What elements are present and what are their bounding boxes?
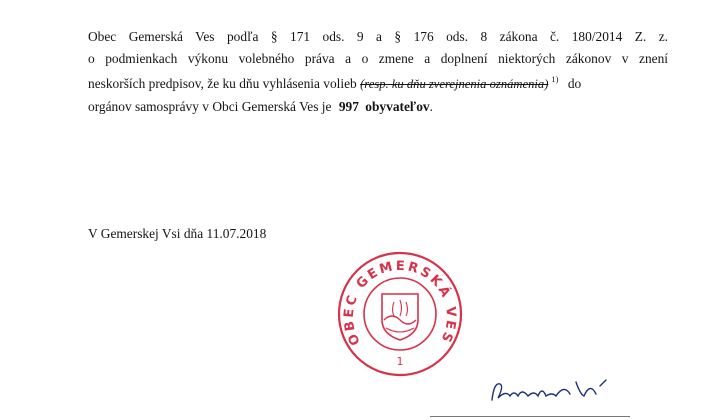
footnote-marker: 1) (551, 74, 559, 84)
stamp-number: 1 (396, 355, 404, 368)
resident-unit: obyvateľov (365, 98, 430, 114)
paragraph-line-3-end: do (567, 76, 582, 91)
svg-text:OBEC GEMERSKÁ VES (342, 259, 459, 348)
signature-line (430, 416, 630, 417)
paragraph-line-3-text: neskorších predpisov, že ku dňu vyhlásenia volieb (88, 76, 357, 91)
certification-paragraph (88, 26, 668, 117)
place-and-date: V Gemerskej Vsi dňa 11.07.2018 (88, 226, 267, 241)
paragraph-period: . (429, 98, 433, 114)
paragraph-line-4 (88, 96, 668, 118)
stamp-ring-text: OBEC GEMERSKÁ VES (341, 258, 459, 348)
resident-count: 997 (338, 98, 359, 114)
paragraph-line-3 (88, 69, 668, 96)
paragraph-line-2: o podmienkach výkonu volebného práva a o zmene a doplnení niektorých zákonov v znení (88, 50, 668, 66)
municipal-stamp-icon (336, 250, 464, 378)
paragraph-line-4-text: orgánov samosprávy v Obci Gemerská Ves je (88, 98, 332, 114)
struck-alternative-text: (resp. ku dňu zverejnenia oznámenia) (360, 77, 549, 91)
coat-of-arms-icon (382, 294, 418, 340)
signature-icon (484, 374, 624, 408)
paragraph-line-1: Obec Gemerská Ves podľa § 171 ods. 9 a § 176 ods. 8 zákona č. 180/2014 Z. z. (88, 29, 668, 44)
